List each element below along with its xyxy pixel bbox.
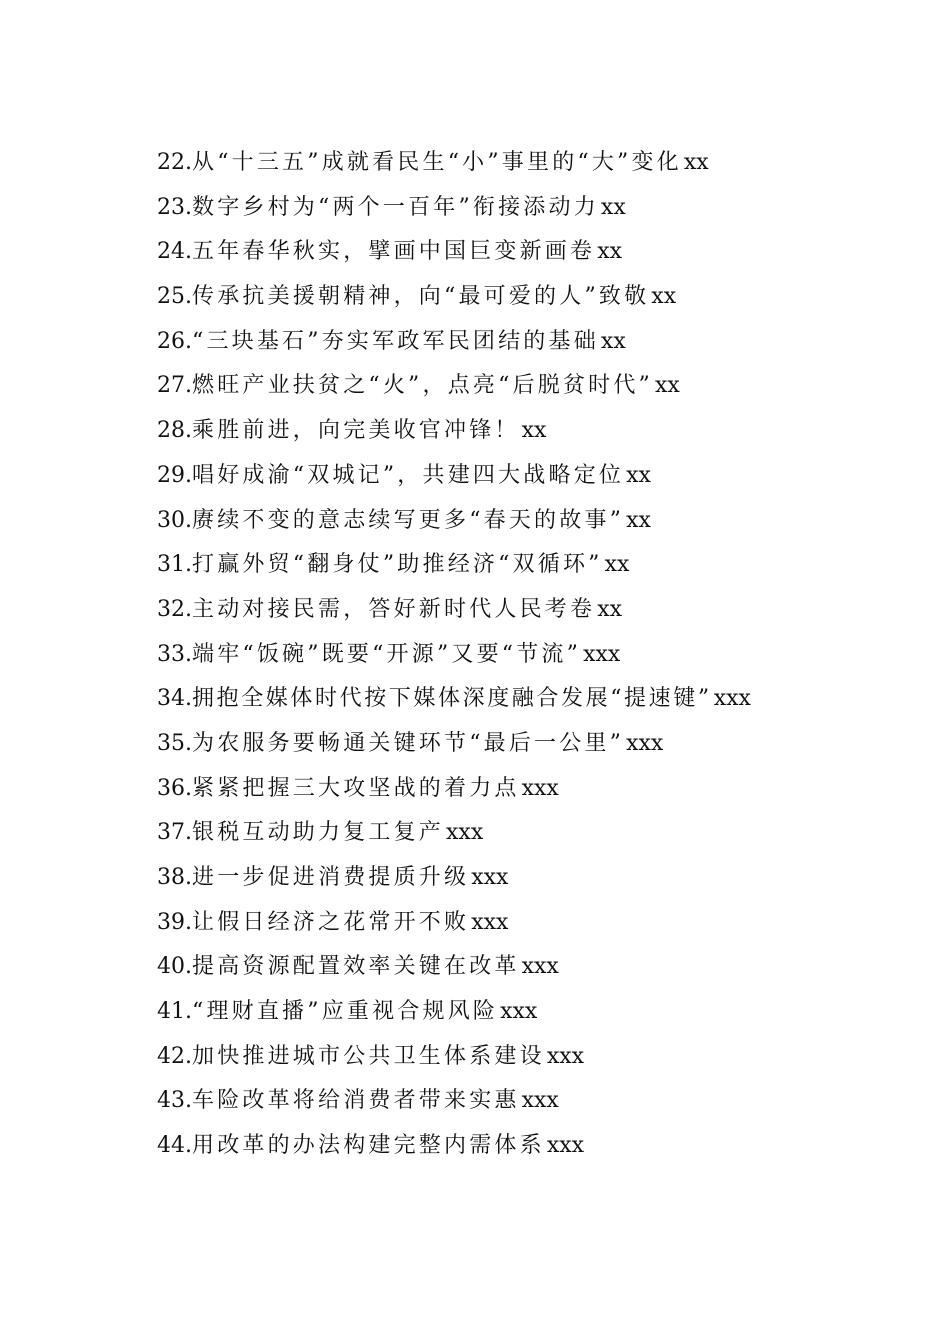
item-number: 40. — [157, 954, 192, 980]
item-author: xxx — [626, 730, 664, 756]
item-number: 32. — [157, 596, 192, 622]
item-title: 传承抗美援朝精神，向“最可爱的人”致敬 — [192, 284, 650, 310]
item-author: xx — [626, 507, 651, 533]
item-number: 25. — [157, 284, 192, 310]
item-title: 进一步促进消费提质升级 — [192, 865, 470, 890]
item-author: xxx — [521, 1088, 559, 1114]
item-author: xx — [600, 194, 626, 220]
item-title: 燃旺产业扶贫之“火”，点亮“后脱贫时代” — [192, 373, 653, 399]
item-title: 拥抱全媒体时代按下媒体深度融合发展“提速键” — [192, 686, 712, 712]
list-item — [157, 454, 917, 499]
list-item — [157, 1124, 917, 1169]
item-title: 五年春华秋实，擘画中国巨变新画卷 — [192, 239, 596, 265]
item-number: 41. — [157, 999, 192, 1025]
item-author: xx — [597, 239, 623, 265]
list-item — [157, 320, 917, 365]
item-title: 赓续不变的意志续写更多“春天的故事” — [192, 507, 625, 533]
item-number: 31. — [157, 552, 192, 578]
list-item — [157, 767, 917, 812]
item-author: xxx — [521, 775, 559, 801]
item-number: 24. — [157, 239, 192, 265]
item-author: xx — [521, 418, 547, 444]
item-title: 唱好成渝“双城记”，共建四大战略定位 — [192, 462, 625, 488]
item-author: xxx — [521, 954, 559, 980]
list-item — [157, 990, 917, 1035]
item-title: 从“十三五”成就看民生“小”事里的“大”变化 — [192, 150, 682, 175]
list-item — [157, 275, 917, 320]
item-number: 26. — [157, 328, 192, 354]
item-number: 38. — [157, 865, 192, 890]
item-title: 紧紧把握三大攻坚战的着力点 — [192, 775, 520, 801]
list-item — [157, 1079, 917, 1124]
list-item — [157, 811, 917, 856]
item-author: xx — [655, 373, 680, 399]
article-list — [157, 141, 917, 1169]
item-author: xxx — [583, 641, 621, 667]
item-author: xx — [600, 328, 626, 354]
list-item — [157, 901, 917, 946]
list-item — [157, 588, 917, 633]
item-title: 车险改革将给消费者带来实惠 — [192, 1088, 520, 1114]
list-item — [157, 677, 917, 722]
list-item — [157, 499, 917, 544]
item-title: 银税互动助力复工复产 — [192, 820, 445, 846]
list-item — [157, 856, 917, 901]
item-author: xx — [604, 552, 630, 578]
item-title: 提高资源配置效率关键在改革 — [192, 954, 520, 980]
item-title: 乘胜前进，向完美收官冲锋！ — [192, 418, 520, 444]
list-item — [157, 409, 917, 454]
list-item — [157, 186, 917, 231]
list-item — [157, 364, 917, 409]
list-item — [157, 633, 917, 678]
item-number: 44. — [157, 1133, 192, 1159]
item-title: 端牢“饭碗”既要“开源”又要“节流” — [192, 641, 582, 667]
list-item — [157, 1035, 917, 1080]
item-author: xxx — [471, 865, 509, 890]
list-item — [157, 230, 917, 275]
list-item — [157, 543, 917, 588]
item-number: 23. — [157, 194, 192, 220]
item-title: 数字乡村为“两个一百年”衔接添动力 — [192, 194, 599, 220]
item-number: 27. — [157, 373, 192, 399]
item-title: “三块基石”夯实军政军民团结的基础 — [192, 328, 599, 354]
list-item — [157, 722, 917, 767]
item-author: xxx — [546, 1043, 585, 1069]
item-number: 30. — [157, 507, 192, 533]
item-number: 35. — [157, 730, 192, 756]
item-author: xx — [626, 462, 651, 488]
item-author: xx — [597, 596, 623, 622]
item-number: 43. — [157, 1088, 192, 1114]
item-title: 用改革的办法构建完整内需体系 — [192, 1133, 545, 1159]
item-number: 39. — [157, 909, 192, 935]
item-title: 打赢外贸“翻身仗”助推经济“双循环” — [192, 552, 603, 578]
item-number: 37. — [157, 820, 192, 846]
item-author: xx — [651, 284, 677, 310]
item-number: 42. — [157, 1043, 192, 1069]
item-title: “理财直播”应重视合规风险 — [192, 999, 499, 1025]
item-title: 主动对接民需，答好新时代人民考卷 — [192, 596, 596, 622]
item-number: 34. — [157, 686, 192, 712]
item-number: 29. — [157, 462, 192, 488]
item-author: xxx — [471, 909, 509, 935]
item-author: xx — [683, 150, 709, 175]
item-number: 28. — [157, 418, 192, 444]
item-title: 为农服务要畅通关键环节“最后一公里” — [192, 730, 625, 756]
list-item — [157, 141, 917, 186]
item-author: xxx — [446, 820, 484, 846]
item-title: 让假日经济之花常开不败 — [192, 909, 470, 935]
list-item — [157, 945, 917, 990]
item-number: 33. — [157, 641, 192, 667]
item-author: xxx — [713, 686, 751, 712]
item-number: 36. — [157, 775, 192, 801]
item-author: xxx — [500, 999, 538, 1025]
item-author: xxx — [546, 1133, 585, 1159]
item-number: 22. — [157, 150, 192, 175]
item-title: 加快推进城市公共卫生体系建设 — [192, 1043, 545, 1069]
